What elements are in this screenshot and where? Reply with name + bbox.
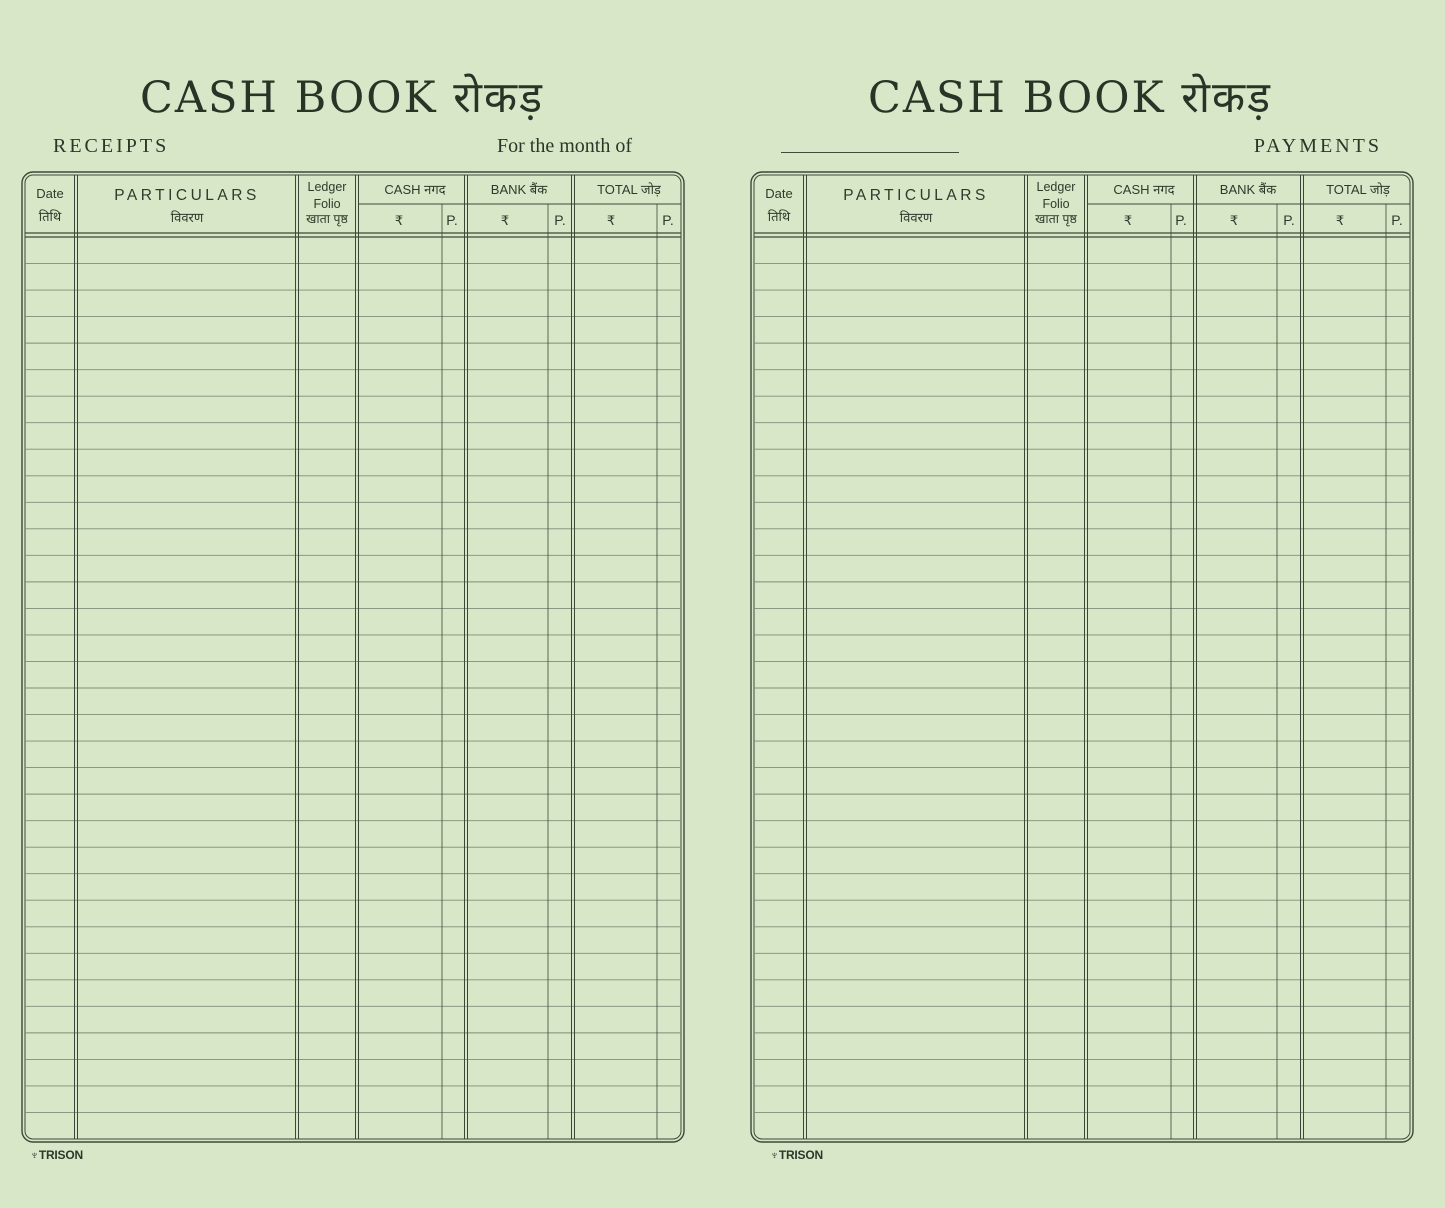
header-particulars: PARTICULARS (114, 187, 260, 204)
header-rupee: ₹ (1123, 213, 1133, 228)
payments-page (729, 0, 1445, 1208)
header-ledger-hi: खाता पृष्ठ (306, 212, 348, 226)
header-particulars: PARTICULARS (843, 187, 989, 204)
header-cash: CASH नगद (384, 182, 446, 197)
header-rupee: ₹ (606, 213, 616, 228)
header-rupee: ₹ (1229, 213, 1239, 228)
brand-name: TRISON (778, 1148, 823, 1162)
header-date: Date (765, 186, 793, 201)
payments-ledger-table-grid (729, 0, 1445, 1208)
header-paise: P. (1175, 212, 1187, 228)
header-date: Date (36, 186, 64, 201)
header-paise: P. (554, 212, 566, 228)
brand-name: TRISON (38, 1148, 83, 1162)
receipts-label: RECEIPTS (53, 135, 170, 157)
header-ledger-hi: खाता पृष्ठ (1035, 212, 1077, 226)
header-bank: BANK बैंक (490, 182, 548, 197)
page-title: CASH BOOK रोकड़ (139, 73, 545, 123)
trison-logo-icon: ♆ (30, 1148, 39, 1162)
brand-logo (30, 1148, 83, 1162)
brand-logo (770, 1148, 823, 1162)
header-particulars-hi: विवरण (170, 210, 204, 225)
trison-logo-icon: ♆ (770, 1148, 779, 1162)
header-total: TOTAL जोड़ (1326, 182, 1390, 197)
month-label: For the month of (497, 135, 632, 157)
header-date-hi: तिथि (38, 209, 62, 224)
header-ledger: Ledger (1036, 180, 1076, 194)
header-rupee: ₹ (500, 213, 510, 228)
header-cash: CASH नगद (1113, 182, 1175, 197)
page-title: CASH BOOK रोकड़ (867, 73, 1273, 123)
header-paise: P. (446, 212, 458, 228)
receipts-page (0, 0, 722, 1208)
header-total: TOTAL जोड़ (597, 182, 661, 197)
payments-label: PAYMENTS (1253, 135, 1382, 157)
table-inner-border (25, 175, 681, 1139)
header-ledger: Ledger (307, 180, 347, 194)
header-rupee: ₹ (1335, 213, 1345, 228)
receipts-ledger-table-grid (0, 0, 722, 1208)
header-rupee: ₹ (394, 213, 404, 228)
header-folio: Folio (313, 197, 341, 211)
header-bank: BANK बैंक (1219, 182, 1277, 197)
table-outer-border (22, 172, 684, 1142)
header-paise: P. (1283, 212, 1295, 228)
header-particulars-hi: विवरण (899, 210, 933, 225)
table-inner-border (754, 175, 1410, 1139)
header-paise: P. (1391, 212, 1403, 228)
table-outer-border (751, 172, 1413, 1142)
header-paise: P. (662, 212, 674, 228)
header-date-hi: तिथि (767, 209, 791, 224)
header-folio: Folio (1042, 197, 1070, 211)
